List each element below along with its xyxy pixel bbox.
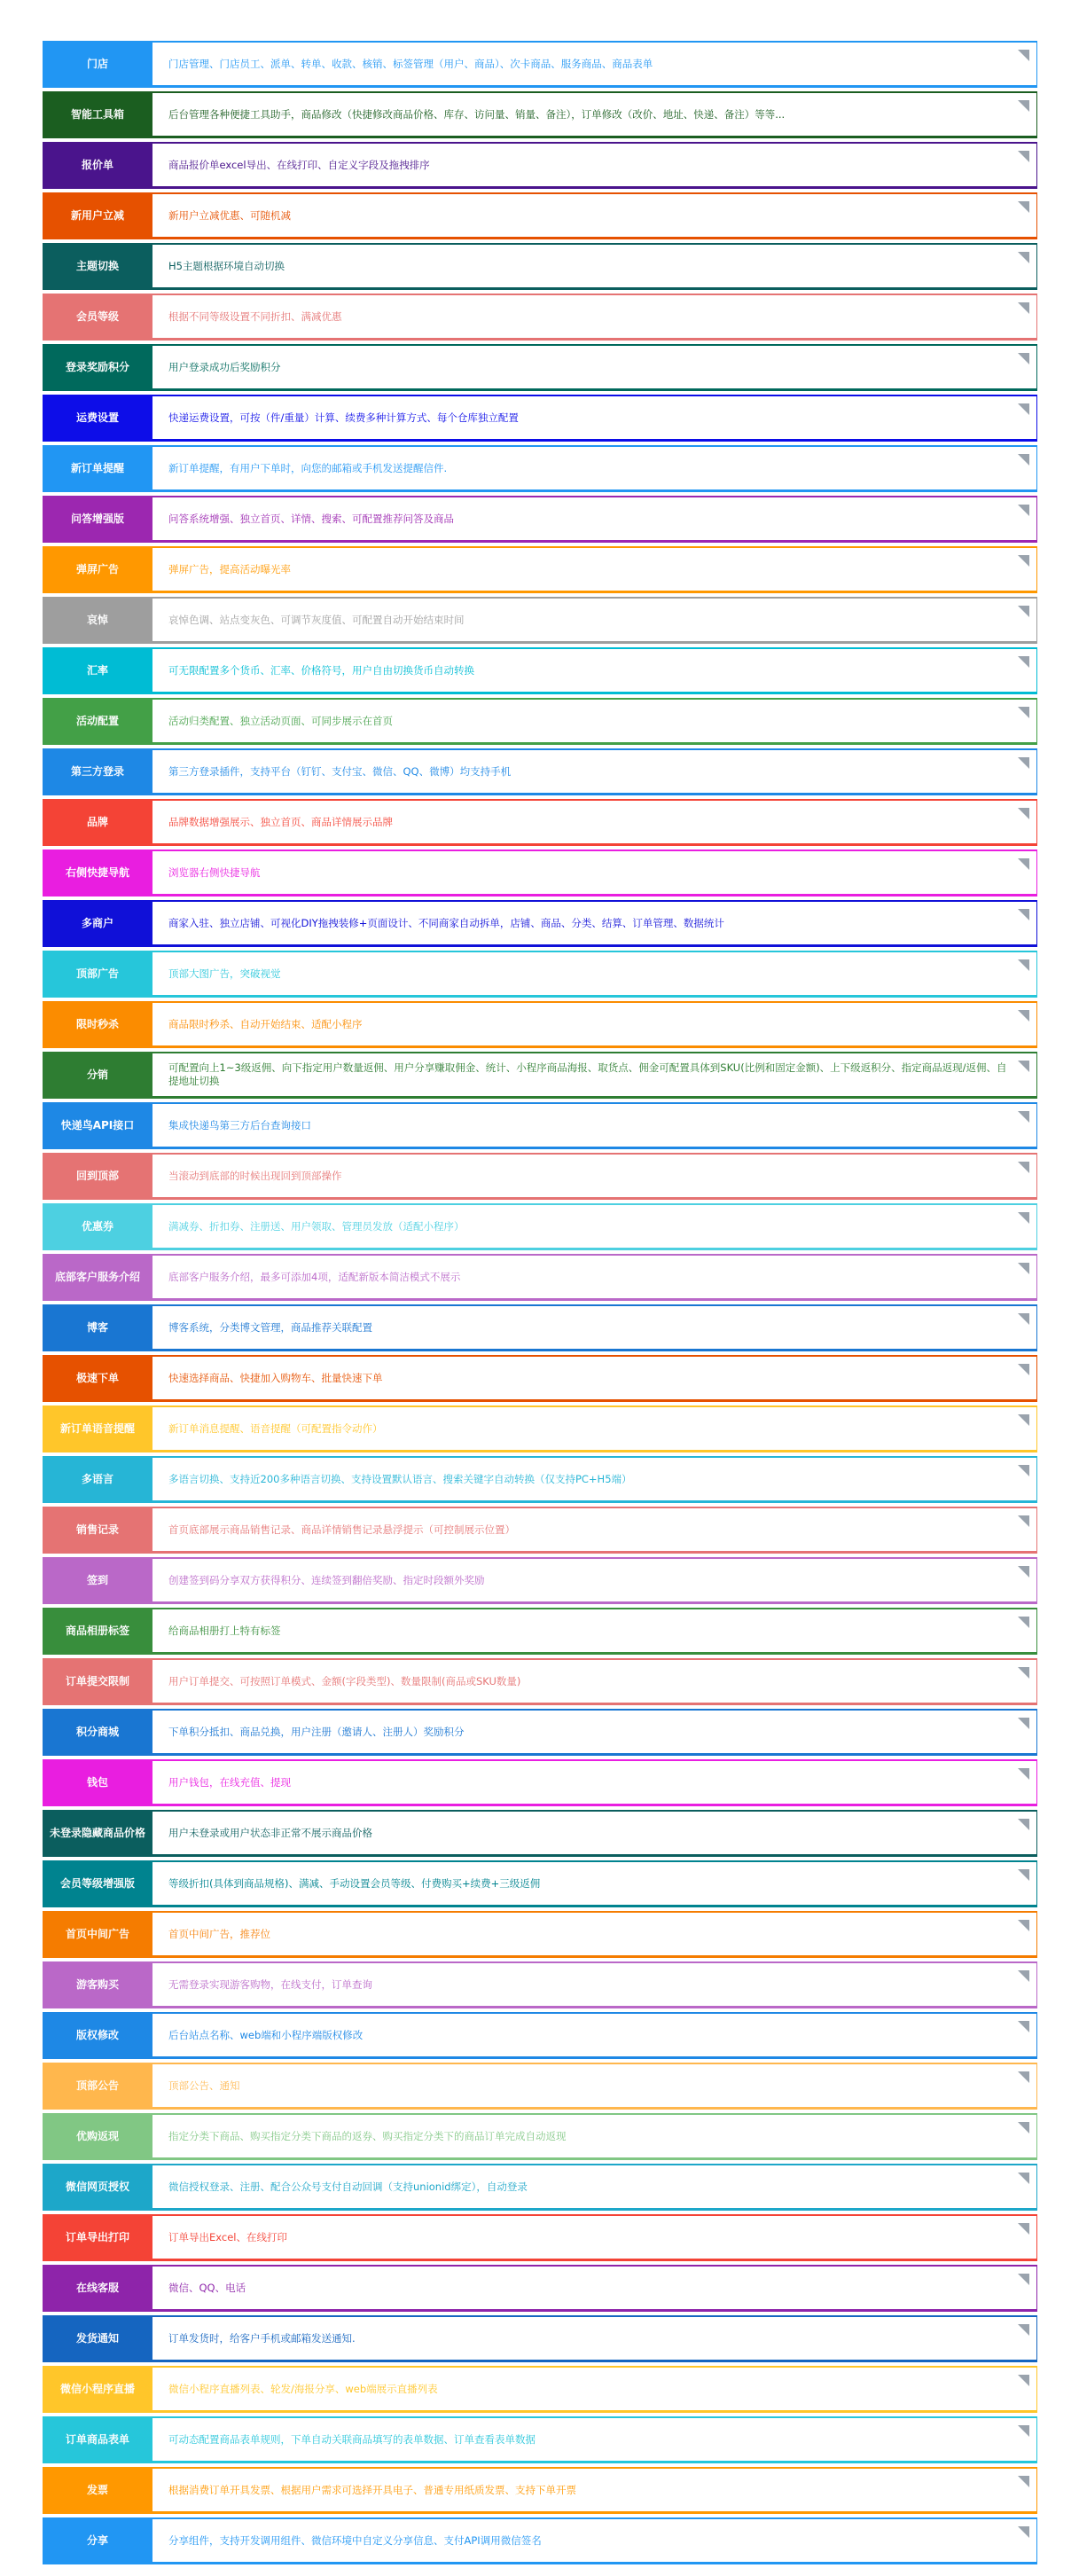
- feature-description: 弹屏广告，提高活动曝光率: [168, 562, 291, 575]
- corner-triangle-icon[interactable]: [1018, 252, 1029, 263]
- feature-label: 商品相册标签: [43, 1609, 152, 1652]
- feature-label: 分销: [43, 1053, 152, 1096]
- corner-triangle-icon[interactable]: [1018, 1212, 1029, 1224]
- feature-description: 等级折扣(具体到商品规格)、满减、手动设置会员等级、付费购买+续费+三级返佣: [168, 1876, 541, 1890]
- feature-label: 运费设置: [43, 396, 152, 439]
- feature-description: 创建签到码分享双方获得积分、连续签到翻倍奖励、指定时段额外奖励: [168, 1573, 485, 1586]
- corner-triangle-icon[interactable]: [1018, 2274, 1029, 2285]
- feature-description: 用户订单提交、可按照订单模式、金额(字段类型)、数量限制(商品或SKU数量): [168, 1674, 521, 1687]
- feature-description: 商品报价单excel导出、在线打印、自定义字段及拖拽排序: [168, 158, 430, 171]
- feature-row[interactable]: [43, 294, 1037, 341]
- feature-row[interactable]: [43, 2366, 1037, 2413]
- feature-row[interactable]: [43, 1608, 1037, 1655]
- corner-triangle-icon[interactable]: [1018, 1566, 1029, 1578]
- feature-label: 优购返现: [43, 2115, 152, 2157]
- feature-row[interactable]: [43, 698, 1037, 745]
- corner-triangle-icon[interactable]: [1018, 1364, 1029, 1375]
- feature-description: 快速选择商品、快捷加入购物车、批量快速下单: [168, 1371, 383, 1384]
- corner-triangle-icon[interactable]: [1018, 1061, 1029, 1072]
- feature-description: 微信、QQ、电话: [168, 2281, 246, 2294]
- feature-label: 发货通知: [43, 2317, 152, 2360]
- corner-triangle-icon[interactable]: [1018, 1515, 1029, 1527]
- feature-description: 商家入驻、独立店铺、可视化DIY拖拽装修+页面设计、不同商家自动拆单，店铺、商品、分类、结算、订单管理、数据统计: [168, 916, 724, 929]
- corner-triangle-icon[interactable]: [1018, 2071, 1029, 2083]
- feature-row[interactable]: [43, 1052, 1037, 1099]
- feature-description: 第三方登录插件，支持平台（钉钉、支付宝、微信、QQ、微博）均支持手机: [168, 764, 512, 778]
- feature-row[interactable]: [43, 142, 1037, 189]
- corner-triangle-icon[interactable]: [1018, 1313, 1029, 1325]
- feature-label: 订单导出打印: [43, 2216, 152, 2259]
- feature-description: 后台管理各种便捷工具助手，商品修改（快捷修改商品价格、库存、访问量、销量、备注），订单修改（改价、地址、快递、备注）等等...: [168, 107, 786, 121]
- feature-description: 可配置向上1~3级返佣、向下指定用户数量返佣、用户分享赚取佣金、统计、小程序商品海报、取货点、佣金可配置具体到SKU(比例和固定金额)、上下级返积分、指定商品返现/返佣、自提地址切换: [168, 1061, 1007, 1087]
- feature-label: 右侧快捷导航: [43, 851, 152, 894]
- feature-row[interactable]: [43, 1153, 1037, 1200]
- feature-label: 新用户立减: [43, 194, 152, 237]
- feature-description: 无需登录实现游客购物，在线支付，订单查询: [168, 1977, 372, 1991]
- feature-row[interactable]: [43, 1507, 1037, 1554]
- feature-label: 智能工具箱: [43, 93, 152, 136]
- feature-label: 订单商品表单: [43, 2418, 152, 2461]
- feature-label: 汇率: [43, 649, 152, 692]
- feature-row[interactable]: [43, 647, 1037, 694]
- corner-triangle-icon[interactable]: [1018, 50, 1029, 61]
- feature-label: 博客: [43, 1306, 152, 1349]
- corner-triangle-icon[interactable]: [1018, 1718, 1029, 1729]
- corner-triangle-icon[interactable]: [1018, 858, 1029, 870]
- feature-label: 新订单提醒: [43, 447, 152, 489]
- feature-label: 发票: [43, 2469, 152, 2511]
- feature-row[interactable]: [43, 1961, 1037, 2008]
- feature-label: 极速下单: [43, 1357, 152, 1399]
- feature-label: 主题切换: [43, 245, 152, 287]
- feature-row[interactable]: [43, 2012, 1037, 2059]
- feature-description: 快递运费设置，可按（件/重量）计算、续费多种计算方式、每个仓库独立配置: [168, 411, 519, 424]
- corner-triangle-icon[interactable]: [1018, 1667, 1029, 1679]
- feature-description: 根据消费订单开具发票、根据用户需求可选择开具电子、普通专用纸质发票、支持下单开票: [168, 2483, 576, 2496]
- feature-description: 问答系统增强、独立首页、详情、搜索、可配置推荐问答及商品: [168, 512, 454, 525]
- feature-label: 在线客服: [43, 2267, 152, 2309]
- feature-label: 订单提交限制: [43, 1660, 152, 1703]
- feature-row[interactable]: [43, 2063, 1037, 2110]
- feature-row[interactable]: [43, 1203, 1037, 1250]
- corner-triangle-icon[interactable]: [1018, 808, 1029, 819]
- feature-description: 底部客户服务介绍，最多可添加4项，适配新版本简洁模式不展示: [168, 1270, 461, 1283]
- corner-triangle-icon[interactable]: [1018, 1162, 1029, 1173]
- feature-description: 博客系统，分类博文管理，商品推荐关联配置: [168, 1320, 372, 1334]
- feature-label: 哀悼: [43, 599, 152, 641]
- corner-triangle-icon[interactable]: [1018, 1869, 1029, 1881]
- feature-description: 后台站点名称、web端和小程序端版权修改: [168, 2028, 364, 2041]
- corner-triangle-icon[interactable]: [1018, 1010, 1029, 1022]
- feature-label: 回到顶部: [43, 1155, 152, 1197]
- feature-label: 门店: [43, 43, 152, 85]
- corner-triangle-icon[interactable]: [1018, 656, 1029, 668]
- feature-description: 指定分类下商品、购买指定分类下商品的返券、购买指定分类下的商品订单完成自动返现: [168, 2129, 567, 2142]
- feature-label: 游客购买: [43, 1963, 152, 2006]
- feature-description: 活动归类配置、独立活动页面、可同步展示在首页: [168, 714, 393, 727]
- feature-row[interactable]: [43, 91, 1037, 138]
- feature-row[interactable]: [43, 2113, 1037, 2160]
- feature-row[interactable]: [43, 1860, 1037, 1907]
- feature-label: 登录奖励积分: [43, 346, 152, 388]
- feature-label: 弹屏广告: [43, 548, 152, 591]
- feature-label: 底部客户服务介绍: [43, 1256, 152, 1298]
- feature-list: [43, 41, 1037, 2568]
- feature-label: 钱包: [43, 1761, 152, 1804]
- corner-triangle-icon[interactable]: [1018, 2223, 1029, 2235]
- corner-triangle-icon[interactable]: [1018, 2476, 1029, 2487]
- feature-description: 新订单提醒，有用户下单时，向您的邮箱或手机发送提醒信件.: [168, 461, 448, 474]
- corner-triangle-icon[interactable]: [1018, 505, 1029, 516]
- feature-description: 门店管理、门店员工、派单、转单、收款、核销、标签管理（用户、商品）、次卡商品、服务商品、商品表单: [168, 57, 653, 70]
- feature-row[interactable]: [43, 1759, 1037, 1806]
- feature-description: 新订单消息提醒、语音提醒（可配置指令动作）: [168, 1421, 383, 1435]
- feature-label: 版权修改: [43, 2014, 152, 2056]
- feature-description: 首页底部展示商品销售记录、商品详情销售记录悬浮提示（可控制展示位置）: [168, 1523, 515, 1536]
- feature-row[interactable]: [43, 1102, 1037, 1149]
- feature-description: 微信小程序直播列表、轮发/海报分享、web端展示直播列表: [168, 2382, 438, 2395]
- feature-description: 新用户立减优惠、可随机减: [168, 208, 291, 222]
- corner-triangle-icon[interactable]: [1018, 707, 1029, 718]
- feature-description: 集成快递鸟第三方后台查询接口: [168, 1118, 311, 1131]
- feature-label: 多商户: [43, 902, 152, 944]
- feature-label: 限时秒杀: [43, 1003, 152, 1045]
- feature-description: 商品限时秒杀、自动开始结束、适配小程序: [168, 1017, 363, 1030]
- feature-label: 微信小程序直播: [43, 2368, 152, 2410]
- feature-label: 多语言: [43, 1458, 152, 1500]
- corner-triangle-icon[interactable]: [1018, 909, 1029, 920]
- feature-description: 下单积分抵扣、商品兑换，用户注册（邀请人、注册人）奖励积分: [168, 1725, 465, 1738]
- corner-triangle-icon[interactable]: [1018, 2526, 1029, 2538]
- feature-label: 品牌: [43, 801, 152, 843]
- feature-row[interactable]: [43, 1001, 1037, 1048]
- feature-row[interactable]: [43, 1456, 1037, 1503]
- feature-description: 顶部大图广告，突破视觉: [168, 967, 281, 980]
- feature-label: 未登录隐藏商品价格: [43, 1812, 152, 1854]
- feature-row[interactable]: [43, 1254, 1037, 1301]
- feature-row[interactable]: [43, 597, 1037, 644]
- feature-description: 微信授权登录、注册、配合公众号支付自动回调（支持unionid绑定），自动登录: [168, 2180, 528, 2193]
- corner-triangle-icon[interactable]: [1018, 2425, 1029, 2437]
- feature-row[interactable]: [43, 900, 1037, 947]
- corner-triangle-icon[interactable]: [1018, 302, 1029, 314]
- feature-row[interactable]: [43, 2467, 1037, 2514]
- feature-label: 微信网页授权: [43, 2165, 152, 2208]
- feature-label: 快递鸟API接口: [43, 1104, 152, 1147]
- feature-description: 用户未登录或用户状态非正常不展示商品价格: [168, 1826, 372, 1839]
- feature-label: 首页中间广告: [43, 1913, 152, 1955]
- feature-description: 分享组件，支持开发调用组件、微信环境中自定义分享信息、支付API调用微信签名: [168, 2533, 542, 2547]
- corner-triangle-icon[interactable]: [1018, 2375, 1029, 2386]
- feature-description: 用户钱包，在线充值、提现: [168, 1775, 291, 1789]
- corner-triangle-icon[interactable]: [1018, 2324, 1029, 2336]
- corner-triangle-icon[interactable]: [1018, 2021, 1029, 2032]
- feature-row[interactable]: [43, 192, 1037, 239]
- feature-row[interactable]: [43, 41, 1037, 88]
- feature-description: 当滚动到底部的时候出现回到顶部操作: [168, 1169, 342, 1182]
- corner-triangle-icon[interactable]: [1018, 606, 1029, 617]
- feature-description: 根据不同等级设置不同折扣、满减优惠: [168, 309, 342, 323]
- feature-label: 分享: [43, 2519, 152, 2562]
- feature-label: 签到: [43, 1559, 152, 1601]
- corner-triangle-icon[interactable]: [1018, 1414, 1029, 1426]
- feature-row[interactable]: [43, 496, 1037, 543]
- feature-row[interactable]: [43, 748, 1037, 795]
- feature-description: 多语言切换、支持近200多种语言切换、支持设置默认语言、搜索关键字自动转换（仅支持PC+H5端）: [168, 1472, 632, 1485]
- corner-triangle-icon[interactable]: [1018, 555, 1029, 567]
- feature-row[interactable]: [43, 2164, 1037, 2211]
- feature-row[interactable]: [43, 2517, 1037, 2564]
- feature-row[interactable]: [43, 395, 1037, 442]
- feature-description: 订单发货时，给客户手机或邮箱发送通知.: [168, 2331, 356, 2345]
- feature-row[interactable]: [43, 243, 1037, 290]
- feature-row[interactable]: [43, 1911, 1037, 1958]
- feature-description: 品牌数据增强展示、独立首页、商品详情展示品牌: [168, 815, 393, 828]
- feature-label: 新订单语音提醒: [43, 1407, 152, 1450]
- feature-label: 问答增强版: [43, 497, 152, 540]
- feature-description: 首页中间广告，推荐位: [168, 1927, 270, 1940]
- corner-triangle-icon[interactable]: [1018, 2173, 1029, 2184]
- corner-triangle-icon[interactable]: [1018, 1111, 1029, 1123]
- feature-row[interactable]: [43, 2315, 1037, 2362]
- feature-label: 顶部公告: [43, 2064, 152, 2107]
- corner-triangle-icon[interactable]: [1018, 403, 1029, 415]
- feature-row[interactable]: [43, 2265, 1037, 2312]
- feature-row[interactable]: [43, 1658, 1037, 1705]
- feature-description: 可无限配置多个货币、汇率、价格符号，用户自由切换货币自动转换: [168, 663, 474, 677]
- feature-description: 给商品相册打上特有标签: [168, 1624, 281, 1637]
- feature-description: 可动态配置商品表单规则，下单自动关联商品填写的表单数据、订单查看表单数据: [168, 2432, 536, 2446]
- corner-triangle-icon[interactable]: [1018, 1970, 1029, 1982]
- feature-label: 报价单: [43, 144, 152, 186]
- corner-triangle-icon[interactable]: [1018, 1617, 1029, 1628]
- feature-row[interactable]: [43, 1810, 1037, 1857]
- feature-row[interactable]: [43, 2214, 1037, 2261]
- corner-triangle-icon[interactable]: [1018, 2122, 1029, 2134]
- feature-row[interactable]: [43, 1304, 1037, 1351]
- feature-description: 哀悼色调、站点变灰色、可调节灰度值、可配置自动开始结束时间: [168, 613, 465, 626]
- feature-label: 第三方登录: [43, 750, 152, 793]
- corner-triangle-icon[interactable]: [1018, 1263, 1029, 1274]
- feature-label: 会员等级增强版: [43, 1862, 152, 1905]
- corner-triangle-icon[interactable]: [1018, 1465, 1029, 1476]
- feature-row[interactable]: [43, 1557, 1037, 1604]
- feature-row[interactable]: [43, 850, 1037, 897]
- corner-triangle-icon[interactable]: [1018, 151, 1029, 162]
- feature-description: 订单导出Excel、在线打印: [168, 2230, 287, 2243]
- feature-label: 销售记录: [43, 1508, 152, 1551]
- feature-description: 满减券、折扣券、注册送、用户领取、管理员发放（适配小程序）: [168, 1219, 465, 1233]
- feature-description: 用户登录成功后奖励积分: [168, 360, 281, 373]
- feature-row[interactable]: [43, 1355, 1037, 1402]
- corner-triangle-icon[interactable]: [1018, 353, 1029, 364]
- corner-triangle-icon[interactable]: [1018, 1819, 1029, 1830]
- feature-description: H5主题根据环境自动切换: [168, 259, 285, 272]
- feature-description: 浏览器右侧快捷导航: [168, 865, 261, 879]
- corner-triangle-icon[interactable]: [1018, 100, 1029, 112]
- feature-label: 会员等级: [43, 295, 152, 338]
- corner-triangle-icon[interactable]: [1018, 201, 1029, 213]
- feature-label: 优惠券: [43, 1205, 152, 1248]
- feature-label: 顶部广告: [43, 952, 152, 995]
- feature-row[interactable]: [43, 951, 1037, 998]
- feature-row[interactable]: [43, 799, 1037, 846]
- feature-row[interactable]: [43, 1405, 1037, 1452]
- feature-row[interactable]: [43, 2416, 1037, 2463]
- feature-row[interactable]: [43, 344, 1037, 391]
- corner-triangle-icon[interactable]: [1018, 1920, 1029, 1931]
- corner-triangle-icon[interactable]: [1018, 959, 1029, 971]
- feature-label: 积分商城: [43, 1711, 152, 1753]
- feature-row[interactable]: [43, 1709, 1037, 1756]
- corner-triangle-icon[interactable]: [1018, 454, 1029, 466]
- feature-description: 顶部公告、通知: [168, 2079, 240, 2092]
- corner-triangle-icon[interactable]: [1018, 1768, 1029, 1780]
- feature-label: 活动配置: [43, 700, 152, 742]
- corner-triangle-icon[interactable]: [1018, 757, 1029, 769]
- feature-row[interactable]: [43, 546, 1037, 593]
- feature-row[interactable]: [43, 445, 1037, 492]
